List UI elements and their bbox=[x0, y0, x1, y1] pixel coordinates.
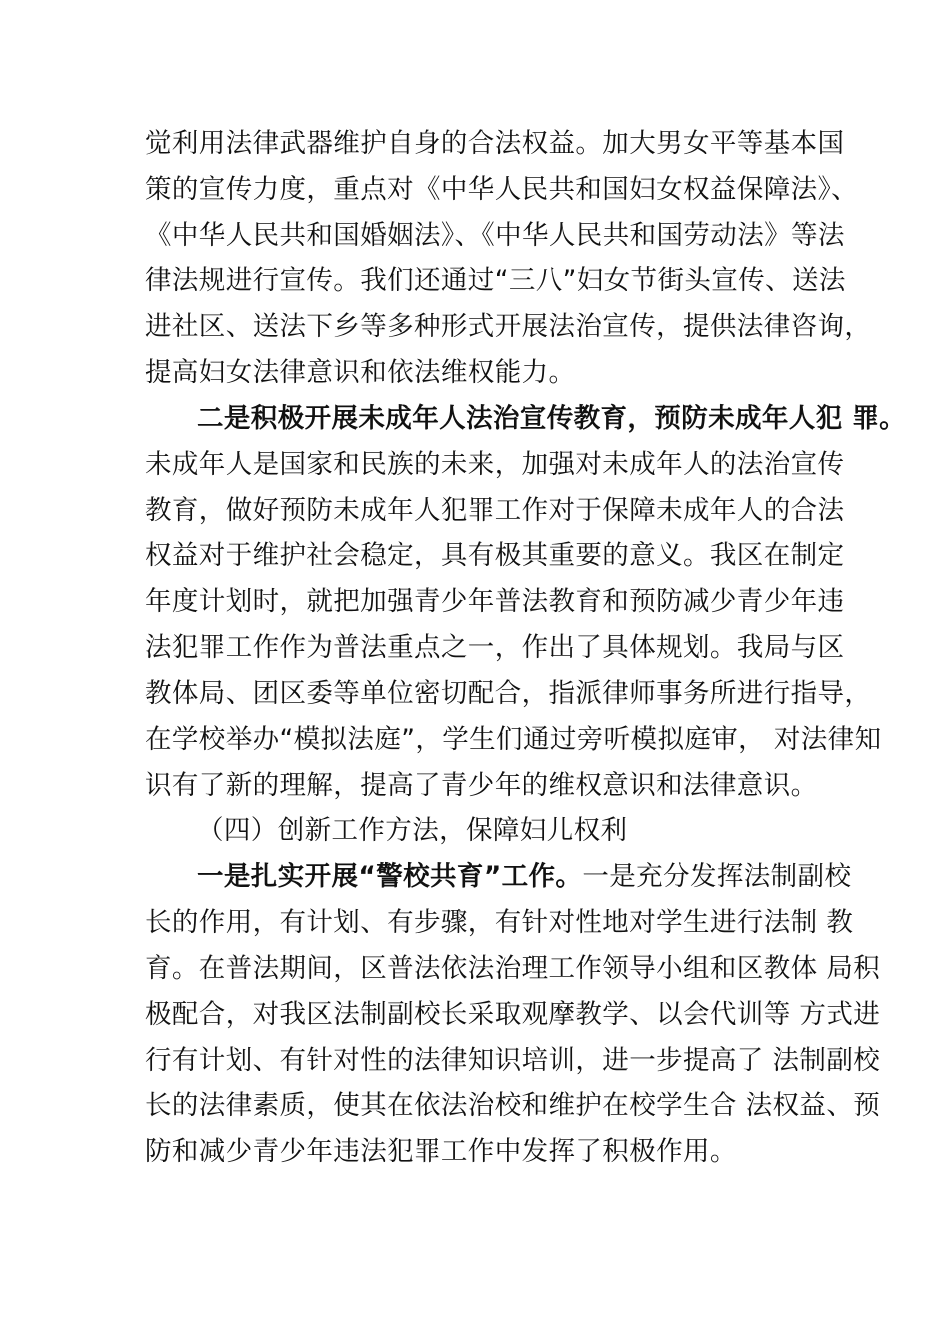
lead-in-continuation: 一是充分发挥法制副校 bbox=[582, 861, 852, 892]
bold-heading-line: 二是积极开展未成年人法治宣传教育，预防未成年人犯 罪。 bbox=[197, 403, 907, 434]
text-line bbox=[197, 854, 851, 900]
text-line: 教体局、团区委等单位密切配合，指派律师事务所进行指导， bbox=[145, 678, 872, 709]
text-line: 权益对于维护社会稳定，具有极其重要的意义。我区在制定 bbox=[145, 540, 845, 571]
text-line: 律法规进行宣传。我们还通过“三八”妇女节街头宣传、送法 bbox=[145, 265, 846, 296]
text-line: 防和减少青少年违法犯罪工作中发挥了积极作用。 bbox=[145, 1136, 737, 1167]
text-line: 《中华人民共和国婚姻法》、《中华人民共和国劳动法》等法 bbox=[145, 220, 845, 251]
text-line: 法犯罪工作作为普法重点之一，作出了具体规划。我局与区 bbox=[145, 632, 845, 663]
text-line: 未成年人是国家和民族的未来，加强对未成年人的法治宣传 bbox=[145, 449, 845, 480]
text-line: 行有计划、有针对性的法律知识培训，进一步提高了 法制副校 bbox=[145, 1045, 881, 1076]
text-line: 策的宣传力度，重点对《中华人民共和国妇女权益保障法》、 bbox=[145, 174, 859, 205]
text-line: 识有了新的理解，提高了青少年的维权意识和法律意识。 bbox=[145, 770, 818, 801]
text-line: 提高妇女法律意识和依法维权能力。 bbox=[145, 357, 576, 388]
text-line: 在学校举办“模拟法庭”，学生们通过旁听模拟庭审， 对法律知 bbox=[145, 724, 882, 755]
text-line: 教育，做好预防未成年人犯罪工作对于保障未成年人的合法 bbox=[145, 495, 845, 526]
bold-lead-in: 一是扎实开展“警校共育”工作。 bbox=[197, 861, 583, 892]
text-line: 进社区、送法下乡等多种形式开展法治宣传，提供法律咨询， bbox=[145, 311, 872, 342]
text-line: 长的作用，有计划、有步骤，有针对性地对学生进行法制 教 bbox=[145, 907, 854, 938]
text-line: 育。在普法期间，区普法依法治理工作领导小组和区教体 局积 bbox=[145, 953, 881, 984]
text-line: 觉利用法律武器维护自身的合法权益。加大男女平等基本国 bbox=[145, 128, 845, 159]
text-line: 年度计划时，就把加强青少年普法教育和预防减少青少年违 bbox=[145, 586, 845, 617]
section-heading: （四）创新工作方法，保障妇儿权利 bbox=[197, 815, 628, 846]
text-line: 极配合，对我区法制副校长采取观摩教学、以会代训等 方式进 bbox=[145, 999, 881, 1030]
text-line: 长的法律素质，使其在依法治校和维护在校学生合 法权益、预 bbox=[145, 1090, 881, 1121]
